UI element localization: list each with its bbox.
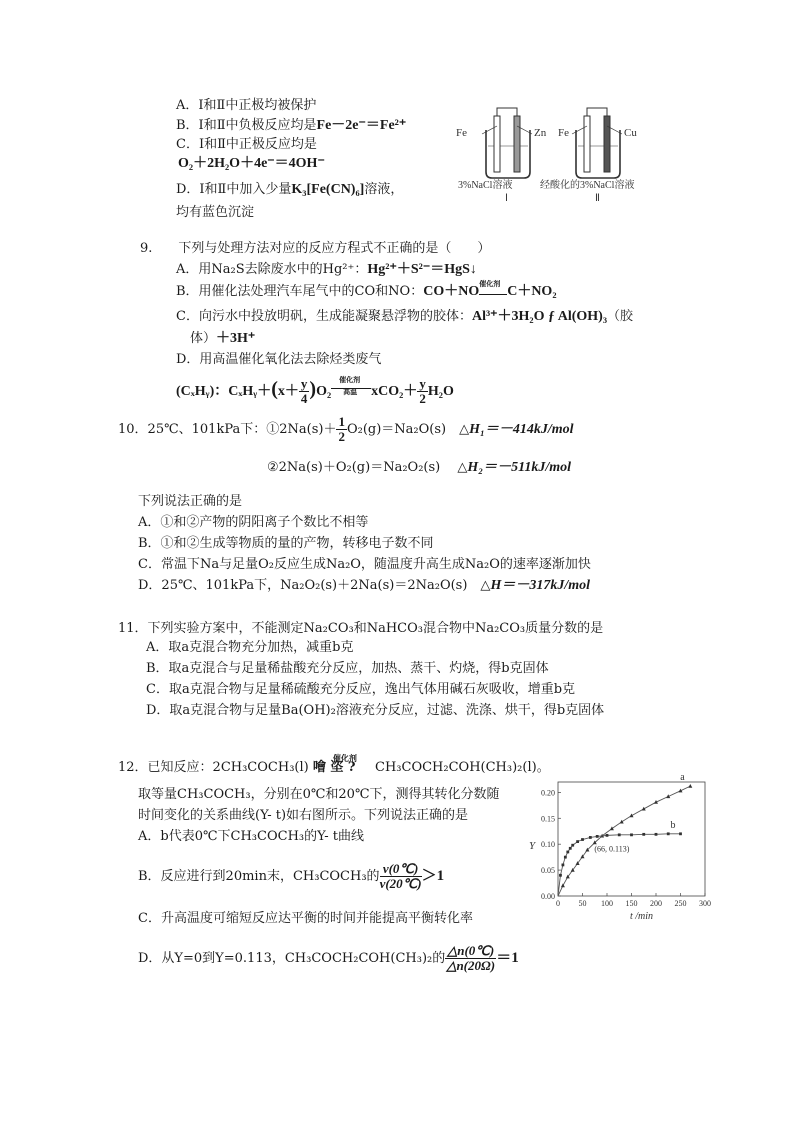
plot-frame xyxy=(558,782,705,896)
q9-d-arrow xyxy=(331,372,371,406)
q12-option-b-gt: ＞1 xyxy=(421,868,445,884)
q10-option-d-dh: H＝－317kJ/mol xyxy=(490,578,590,593)
q9-d-frac-y2-num: y xyxy=(419,376,426,391)
q9-d-eq-b: O₂ xyxy=(316,384,332,399)
point-b xyxy=(576,840,579,843)
q10-option-c: C．常温下Na与足量O₂反应生成Na₂O，随温度升高生成Na₂O的速率逐渐加快 xyxy=(138,557,591,572)
x-tick-label: 200 xyxy=(650,899,662,908)
cell-2 xyxy=(540,108,637,202)
q9-d-frac-y4-den: 4 xyxy=(300,391,308,406)
cell-1-solution: 3%NaCl溶液 xyxy=(458,180,513,191)
q10-dh2: H₂＝－511kJ/mol xyxy=(467,460,572,475)
q12-line-2: 取等量CH₃COCH₃，分别在0℃和20℃下，测得其转化分数随 xyxy=(138,787,500,802)
q12-option-d-den: △n(20Ω) xyxy=(446,958,496,973)
point-b xyxy=(655,833,658,836)
cell-2-label: Ⅱ xyxy=(595,193,600,202)
q11-option-c: C．取a克混合物与足量稀硫酸充分反应，逸出气体用碱石灰吸收，增重b克 xyxy=(146,682,576,697)
q12-line-3: 时间变化的关系曲线(Y- t)如右图所示。下列说法正确的是 xyxy=(138,808,469,823)
q11-option-b: B．取a克混合与足量稀盐酸充分反应，加热、蒸干、灼烧，得b克固体 xyxy=(146,661,549,676)
q9-d-paren-open: ( xyxy=(271,378,278,400)
y-tick-label: 0.00 xyxy=(541,892,555,901)
point-b xyxy=(571,844,574,847)
q12-option-b-num: v(0℃) xyxy=(380,862,422,877)
q11-stem: 11．下列实验方案中，不能测定Na₂CO₃和NaHCO₃混合物中Na₂CO₃质量分数的是 xyxy=(118,621,604,636)
q9-option-b-arrow xyxy=(479,279,507,295)
q9-option-d: D．用高温催化氧化法去除烃类废气 xyxy=(176,352,382,367)
point-b xyxy=(596,835,599,838)
q9-option-a-equation: Hg²⁺＋S²⁻＝HgS↓ xyxy=(367,262,477,277)
q10-line-1 xyxy=(118,413,574,447)
q12-option-b-frac xyxy=(380,862,422,891)
q9-option-b-condition: 催化剂 xyxy=(479,279,501,288)
point-b xyxy=(642,833,645,836)
q9-option-b xyxy=(176,279,557,300)
q8-option-b xyxy=(176,118,406,134)
q11-option-a: A．取a克混合物充分加热，减重b克 xyxy=(146,640,354,655)
y-tick-label: 0.20 xyxy=(541,788,555,798)
point-b xyxy=(559,874,562,877)
q10-line1-b: O₂(g)＝Na₂O(s) △ xyxy=(346,422,470,437)
q9-d-frac-y4-num: y xyxy=(300,376,308,391)
q9-option-c-line2-text: 体） xyxy=(190,331,217,346)
q9-option-c-tail: （胶 xyxy=(607,309,634,324)
q8-option-c-equation xyxy=(178,156,325,172)
point-b xyxy=(566,851,569,854)
q12-option-a: A．b代表0℃下CH₃COCH₃的Y- t曲线 xyxy=(138,829,365,844)
q11-option-d: D．取a克混合物与足量Ba(OH)₂溶液充分反应，过滤、洗涤、烘干，得b克固体 xyxy=(146,703,605,718)
q12-option-d-eq: ＝1 xyxy=(496,950,519,966)
q12-chart xyxy=(520,772,720,924)
series-label-a: a xyxy=(680,772,685,784)
q12-stem-b: CH₃COCH₂COH(CH₃)₂(l)。 xyxy=(375,760,550,775)
q10-frac-den: 2 xyxy=(338,429,345,444)
q8-option-b-equation: Fe－2e⁻＝Fe²⁺ xyxy=(316,118,407,133)
point-b xyxy=(667,832,670,835)
q9-option-b-eq-left: CO＋NO xyxy=(423,284,480,299)
q10-dh1: H₁＝－414kJ/mol xyxy=(469,422,574,437)
point-b xyxy=(569,847,572,850)
q10-line2-a: ②2Na(s)＋O₂(g)＝Na₂O₂(s) △ xyxy=(267,460,468,475)
q10-option-d-text: D．25℃、101kPa下，Na₂O₂(s)＋2Na(s)＝2Na₂O(s) △ xyxy=(138,578,491,593)
y-axis-label: Y xyxy=(528,840,536,852)
point-a xyxy=(620,820,624,824)
q9-d-eq-c: xCO₂＋ xyxy=(371,384,418,399)
q9-option-c-line2-eq: ＋3H⁺ xyxy=(216,331,256,346)
x-tick-label: 300 xyxy=(699,899,711,908)
q12-arrow xyxy=(312,753,371,776)
q12-option-b-text: B．反应进行到20min末，CH₃COCH₃的 xyxy=(138,869,380,884)
x-tick-label: 0 xyxy=(556,899,560,908)
q12-option-b xyxy=(138,856,444,896)
q9-d-frac-y4 xyxy=(299,377,310,406)
y-tick-label: 0.15 xyxy=(541,814,555,824)
q9-option-c-text: C．向污水中投放明矾，生成能凝聚悬浮物的胶体： xyxy=(176,309,472,324)
q12-option-c: C．升高温度可缩短反应达平衡的时间并能提高平衡转化率 xyxy=(138,911,473,926)
q10-line1-a: 10．25℃、101kPa下：①2Na(s)＋ xyxy=(118,422,337,437)
q9-d-frac-y2 xyxy=(417,377,428,406)
x-tick-label: 250 xyxy=(674,899,687,908)
q8-cell-figure xyxy=(452,106,662,202)
point-b xyxy=(581,838,584,841)
cell-2-solution: 经酸化的3%NaCl溶液 xyxy=(540,180,635,191)
q9-d-frac-y2-den: 2 xyxy=(419,391,426,406)
q10-frac-half xyxy=(336,415,347,444)
q9-d-paren-close: ) xyxy=(309,378,317,400)
q8-option-b-text: B．Ⅰ和Ⅱ中负极反应均是 xyxy=(176,118,317,133)
q8-option-d-line2: 均有蓝色沉淀 xyxy=(176,205,255,220)
q9-option-c xyxy=(176,309,633,325)
q9-option-d-equation xyxy=(176,372,454,406)
q9-d-cond-bot: 高温 xyxy=(343,387,358,396)
q9-option-a-text: A．用Na₂S去除废水中的Hg²⁺： xyxy=(176,262,368,277)
q12-stem-a: 12．已知反应：2CH₃COCH₃(l) xyxy=(118,760,309,775)
q8-option-a: A．Ⅰ和Ⅱ中正极均被保护 xyxy=(176,98,317,113)
q8-option-d-text: D．Ⅰ和Ⅱ中加入少量 xyxy=(176,182,292,197)
cell-1-left-label: Fe xyxy=(456,127,467,139)
q8-option-d-formula: K₃[Fe(CN)₆] xyxy=(291,182,365,197)
q10-line-2 xyxy=(267,460,571,476)
q8-option-c: C．Ⅰ和Ⅱ中正极反应均是 xyxy=(176,137,317,152)
point-b xyxy=(564,856,567,859)
q9-option-b-eq-right: C＋NO₂ xyxy=(507,284,557,299)
q12-option-d-text: D．从Y=0到Y=0.113，CH₃COCH₂COH(CH₃)₂的 xyxy=(138,951,446,966)
q10-option-b: B．①和②生成等物质的量的产物，转移电子数不同 xyxy=(138,536,434,551)
q9-stem: 9. 下列与处理方法对应的反应方程式不正确的是（ ） xyxy=(140,241,491,256)
point-a xyxy=(610,826,614,830)
cell-1-label: Ⅰ xyxy=(505,193,508,202)
x-tick-label: 100 xyxy=(601,899,613,908)
q9-d-paren-x: x＋ xyxy=(277,384,299,399)
q9-d-cond-top: 催化剂 xyxy=(339,375,361,384)
x-axis-label: t /min xyxy=(629,911,654,922)
q12-option-b-den: v(20℃) xyxy=(379,876,422,891)
q10-option-d xyxy=(138,578,590,594)
x-tick-label: 50 xyxy=(578,899,587,908)
q10-option-a: A．①和②产物的阴阳离子个数比不相等 xyxy=(138,515,369,530)
annotation-label: (66, 0.113) xyxy=(594,844,630,854)
q9-d-eq-d: H₂O xyxy=(427,384,454,399)
q12-stem xyxy=(118,753,550,776)
q12-condition: 催化剂 xyxy=(332,753,357,763)
q9-option-c-equation: Al³⁺＋3H₂O ƒ Al(OH)₃ xyxy=(471,309,608,324)
point-b xyxy=(562,864,565,867)
cell-2-right-label: Cu xyxy=(624,127,637,139)
x-tick-label: 150 xyxy=(625,899,638,908)
cell-1-right-label: Zn xyxy=(534,127,547,139)
point-b xyxy=(589,836,592,839)
q12-option-d xyxy=(138,938,519,978)
q9-option-b-text: B．用催化法处理汽车尾气中的CO和NO： xyxy=(176,284,424,299)
q9-option-a xyxy=(176,262,477,278)
q12-option-d-frac xyxy=(445,944,496,973)
point-b xyxy=(618,833,621,836)
point-b xyxy=(679,832,682,835)
q9-option-c-line2 xyxy=(190,331,255,347)
point-a xyxy=(688,784,692,788)
series-label-b: b xyxy=(670,819,676,831)
q10-frac-num: 1 xyxy=(338,414,345,429)
cell-1 xyxy=(456,108,547,202)
q12-arrow-text: 噲 垐 ? xyxy=(312,760,356,775)
point-b xyxy=(606,834,609,837)
y-tick-label: 0.10 xyxy=(541,840,555,850)
q10-intro: 下列说法正确的是 xyxy=(138,494,243,509)
q8-option-c-eq-text: O₂＋2H₂O＋4e⁻＝4OH⁻ xyxy=(178,156,325,171)
y-tick-label: 0.05 xyxy=(541,866,555,876)
q9-d-eq-a: (CₓHᵧ)：CₓHᵧ＋ xyxy=(176,384,272,399)
q12-option-d-num: △n(0℃) xyxy=(447,943,495,958)
q8-option-d-tail: 溶液， xyxy=(364,182,404,197)
q8-option-d xyxy=(176,182,403,198)
cell-2-left-label: Fe xyxy=(558,127,569,139)
point-b xyxy=(630,833,633,836)
